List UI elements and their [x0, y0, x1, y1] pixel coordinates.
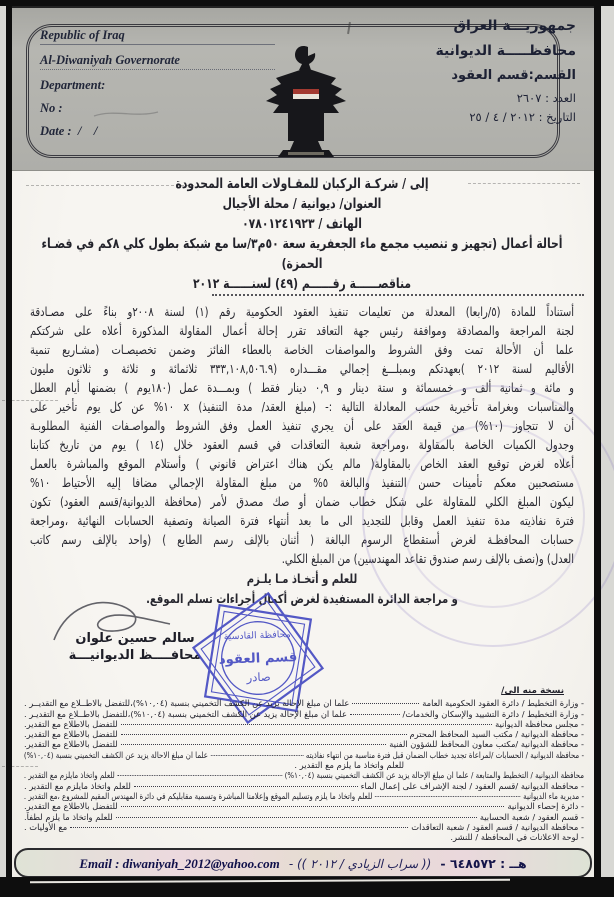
distribution-item: - محافظة الديوانية / مكتب السيد المحافظ المحترم للتفضل بالاطلاع مع التقدير. — [24, 729, 584, 740]
dotted-leader — [350, 714, 400, 715]
letterhead-band — [12, 6, 594, 171]
stamp-governorate-text: محافظة القادسية — [223, 629, 291, 643]
dotted-leader — [121, 806, 505, 807]
number-label-en: No : — [40, 101, 63, 115]
footer-email: Email : diwaniyah_2012@yahoo.com — [79, 856, 280, 871]
distribution-list — [24, 686, 584, 842]
dotted-leader — [117, 775, 282, 776]
body-line: أستناداً للمادة (٥/رابعا) المعدلة من تعليمات تنفيذ العقود الحكومية رقم (١) لسنة ٢٠٠٨و بناءً على مصـادقة — [30, 304, 575, 319]
date-value-en: / / — [77, 124, 98, 138]
subject-line-2: الحمزة) — [281, 256, 323, 272]
dotted-leader — [70, 827, 408, 828]
closing-line-1: للعلم و أتخـاذ مـا يلـزم — [246, 571, 358, 586]
distribution-item: - محافظة الديوانية /مكتب معاون المحافظ للشؤون الفنية للتفضل بالاطلاع مع التقدير. — [24, 739, 584, 750]
closing-line-2: و مراجعة الدائرة المستفيدة لغرض أكمال أجراءات تسلم الموقع. — [146, 591, 458, 606]
body-line: أن لا تتجاوز (١٠%) من قيمة العقد على أن يجري تنفيذ العمل وفق الشروط والمواصـفات الفنية المطلوبـة — [30, 418, 574, 433]
letterhead-arabic — [435, 18, 576, 129]
signatory-name: سالم حسين علوان — [75, 631, 195, 646]
signatory-title: محافــــظ الديوانيـــة — [68, 648, 202, 663]
distribution-item: محافظة الديوانية / التخطيط والمتابعة / علما ان مبلغ الإحالة يزيد عن الكشف التخميني بنسبة (١٠,٠٤%) للعلم واتخاذ مايلزم مع التقدير . — [23, 770, 584, 781]
body-line: و مائة و ثمانية ألف و خمسمائة و ستة دينار و ٠,٩ دينار فقط ) وبمـــدة عمل (١٨٠يوم ) بضمنها أيام العطل — [30, 380, 574, 395]
dotted-separator — [212, 294, 584, 296]
department-ar: القسم:قسم العقود — [451, 68, 576, 83]
distribution-item: - مديرية ماء الديوانية للعلم واتخاذ ما يلزم وتسليم الموقع وإعلامنا المباشرة وتسمية مقابليكم في دائرة المهندس المقيم للمشروع ،مع التقدير . — [23, 790, 584, 801]
iraq-eagle-emblem — [258, 44, 354, 162]
distribution-item: - قسم العقود / شعبة الحسابية للعلم واتخاذ ما يلزم لطفاً. — [24, 811, 584, 822]
tender-line: مناقصــــــة رقــــــم (٤٩) لسنــــــة ٢٠١٢ — [192, 276, 412, 292]
date-line-ar: التاريخ : ٢٠١٢ / ٤ / ٢٥ — [469, 110, 576, 124]
dotted-leader — [121, 724, 492, 725]
letterhead-english — [40, 28, 275, 147]
body-line: العدل) و(نصف بالإلف رسم صندوق تقاعد المهندسين) من المبلغ الكلي. — [281, 551, 574, 566]
subject-line-1: أحالة أعمال (تجهيز و تنصيب مجمع ماء الجعفرية سعة ٥٠م٣/سا مع شبكة بطول كلي ٨كم في قضـاء — [41, 236, 563, 252]
body-line: فترة نفاذيته مدة تنفيذ العمل وقابل للتجديد الى ما بعد أنتهاء فترة الصيانة وتصفية الحسابات النهائية ،ومراجعة — [30, 513, 574, 528]
footer-contact-bar — [14, 848, 592, 878]
body-line: أعلاه لغرض توقيع العقد الخاص بالمقاولة( مالم يكن هناك اعتراض قانوني ) وأستلام الموقع والمباشرة بالعمل — [30, 456, 574, 471]
dotted-leader — [210, 755, 303, 756]
footer-handwritten-note: (( سراب الزيادي / ٢٠١٢ )) - — [288, 857, 432, 871]
body-line: مستصحبين معكم تأمينات حسن التنفيذ والبالغة ٥% من مبلغ المقاولة الإجمالي مضافا إليه الأحتياط ١٠% — [30, 475, 574, 490]
body-line: ليكون المبلغ الكلي للمقاولة على شكل خطاب ضمان أو صك مصدق لأمر (محافظة الديوانية/قسم العقود) تكون — [30, 494, 574, 509]
distribution-heading: نسخة منه الى/ — [501, 686, 564, 696]
date-value-ar: ٢٠١٢ / ٤ / ٢٥ — [469, 110, 535, 124]
dotted-leader — [116, 817, 477, 818]
department-label-en: Department: — [40, 78, 106, 92]
scan-edge — [0, 0, 614, 6]
country-en: Republic of Iraq — [40, 28, 275, 45]
body-line: والمناسبات وبغرامة تأخيرية حسب المعادلة التالية :- (مبلغ العقد/ مدة التنفيذ) x ١٠% عن كل يوم تأخير على — [30, 399, 575, 414]
pencil-scribble — [92, 106, 164, 122]
country-ar: جمهوريـــة العراق — [453, 18, 576, 34]
ref-number-line: العدد : ٢٦٠٧ — [516, 91, 576, 105]
body-line: الأقاليم لسنة ٢٠١٢ )بعهدتكم وبمبلـــغ إجمالي مقـــداره (٣٣٣,١٠٨,٥٠٦.٩ ثلاثمائة و ثلاثة و ثلاثون مليون — [30, 361, 574, 376]
governorate-en: Al-Diwaniyah Governorate — [40, 53, 275, 70]
recipient-block — [30, 174, 574, 294]
dotted-leader — [375, 796, 521, 797]
date-label-en: Date : / / — [40, 124, 98, 138]
body-line: علما أن الأحالة تمت وفق الشروط والمواصفات الخاصة بالعطاء الفائز وضمن تخصيصـات (مشـاريع تنمية — [30, 342, 574, 357]
stamp-department-text: قسم العقود — [218, 650, 298, 668]
stamp-issued-text: صادر — [246, 669, 271, 685]
governorate-ar: محافظـــــة الديوانية — [435, 43, 576, 59]
body-line: لجنة المراجعة والمصادقة وموافقة رئيس جهة التعاقد تقرر إحالة أعمال المقاولة المذكورة أعلاه على شركتكم — [30, 323, 574, 338]
dotted-leader — [121, 744, 386, 745]
distribution-item: - محافظة الديوانية / قسم العقود / شعبة التعاقدات مع الأوليات . — [24, 821, 584, 832]
body-line: وجدول الكميات الخاصة بالمقاولة ،ومراجعة شعبة التعاقدات في قسم العقود خلال (١٤ ) يوم من تاريخ كتابنا — [30, 437, 574, 452]
scan-edge — [0, 877, 614, 897]
body-line: حسابات المحافظـة لغرض أستقطاع الرسوم البالغة ( أثنان بالإلف رسم الطابع ) (واحد بالإلف رسم كاتب — [30, 532, 574, 547]
distribution-item: - وزارة التخطيط / دائرة التشييد والإسكان والخدمات/ علما ان مبلغ الإحالة يزيد عن الكشف التخميني بنسبة (١٠,٠٤%)،للتفضل بالاطــلاع مع التقديـر . — [24, 708, 584, 719]
dotted-leader — [121, 734, 407, 735]
distribution-item: - مجلس محافظة الديوانية للتفضل بالاطلاع مع التقدير. — [24, 718, 584, 729]
ref-number-value: ٢٦٠٧ — [516, 91, 542, 105]
distribution-item: - لوحة الاعلانات في المحافظة / للنشر. — [450, 832, 584, 843]
distribution-item-continuation: للعلم واتخاذ ما يلزم مع التقدير . — [294, 760, 404, 771]
scan-edge — [594, 0, 601, 897]
distribution-item: - دائرة إحصاء الديوانية للتفضل بالاطلاع مع التقدير. — [24, 801, 584, 812]
dotted-leader — [352, 703, 419, 704]
recipient-address: العنوان/ ديوانية / محلة الأجيال — [222, 196, 382, 212]
distribution-item: - محافظة الديوانية /قسم العقود / لجنة الإشراف على إعمال الماء للعلم واتخاذ مايلزم مع التقدير . — [24, 780, 584, 791]
dotted-leader — [134, 786, 358, 787]
footer-phone: هــ : ٦٤٨٥٧٢ - — [440, 856, 527, 871]
faint-round-stamp-inner — [401, 424, 585, 608]
recipient-phone: الهاتف / ٠٧٨٠١٢٤١٩٢٣ — [242, 216, 362, 232]
recipient-to: إلى / شركـة الركبان للمقـاولات العامة المحدودة — [175, 176, 429, 192]
distribution-item: - وزارة التخطيط / دائرة العقود الحكومية العامة علما ان مبلغ الإحالة يزيد عن الكشف التخميني بنسبة (١٠,٠٤%)،للتفضل بالاطــلاع مع التقديــر . — [24, 698, 584, 709]
distribution-item: - محافظة الديوانية / الحسابات /لمراعاة تجديد خطاب الضمان قبل فترة مناسبة من انتهاء نفاذيته علما ان مبلغ الاحالة يزيد عن الكشف التخميني بنسبة (١٠,٠٤%) — [23, 749, 584, 760]
scan-edge — [6, 0, 12, 897]
